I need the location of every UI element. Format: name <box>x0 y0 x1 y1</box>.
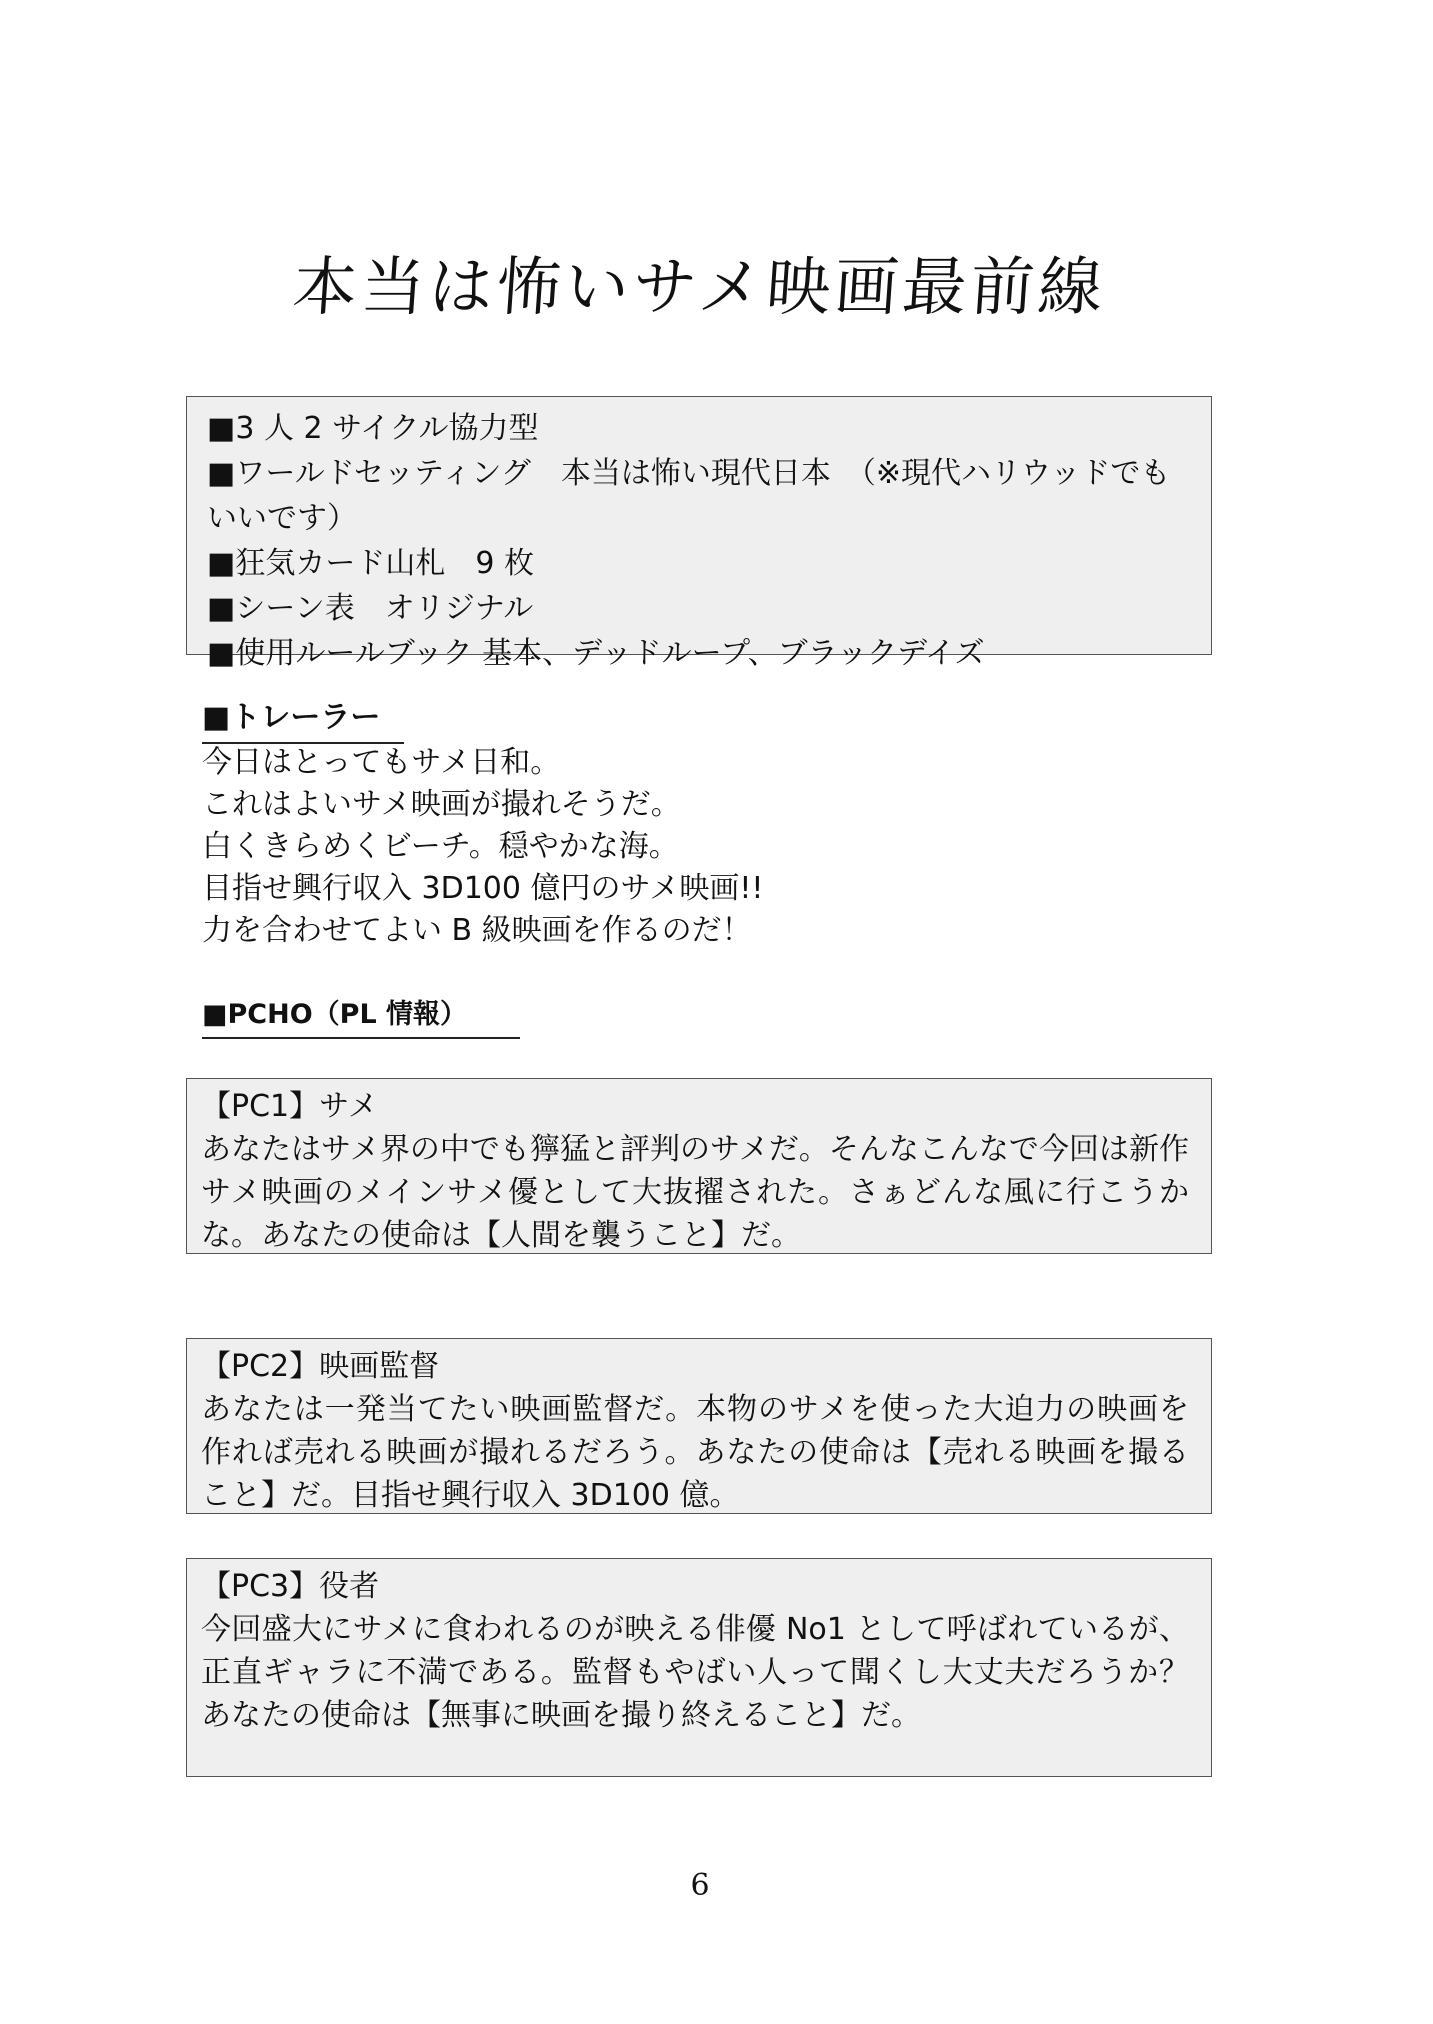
trailer-text <box>202 742 763 952</box>
pc3-text: 今回盛大にサメに食われるのが映える俳優 No1 として呼ばれているが、正直ギャラに不満である。監督もやばい人って聞くし大丈夫だろうか？あなたの使命は【無事に映画を撮り終えること】だ。 <box>201 1612 1189 1733</box>
page-title: 本当は怖いサメ映画最前線 <box>290 251 1109 325</box>
pc2-text: あなたは一発当てたい映画監督だ。本物のサメを使った大迫力の映画を作れば売れる映画が撮れるだろう。あなたの使命は【売れる映画を撮ること】だ。目指せ興行収入 3D100 億。 <box>201 1392 1189 1513</box>
pc3-label: 【PC3】役者 <box>201 1569 380 1604</box>
pcho-heading: ■PCHO（PL 情報） <box>202 999 468 1030</box>
setup-madness-cards: ■狂気カード山札 9 枚 <box>207 546 534 581</box>
setup-players: ■3 人 2 サイクル協力型 <box>207 411 539 446</box>
trailer-line: 目指せ興行収入 3D100 億円のサメ映画!! <box>202 871 764 906</box>
pcho-underline <box>202 1037 520 1039</box>
pc1-label: 【PC1】サメ <box>201 1089 378 1124</box>
pc2-box <box>186 1338 1212 1514</box>
setup-box <box>186 396 1212 671</box>
pc1-text: あなたはサメ界の中でも獰猛と評判のサメだ。そんなこんなで今回は新作サメ映画のメインサメ優として大抜擢された。さぁどんな風に行こうかな。あなたの使命は【人間を襲うこと】だ。 <box>201 1132 1189 1253</box>
setup-world-setting: ■ワールドセッティング 本当は怖い現代日本 （※現代ハリウッドでもいいです） <box>207 456 1171 536</box>
trailer-line: これはよいサメ映画が撮れそうだ。 <box>202 787 681 822</box>
page-number: 6 <box>690 1868 710 1903</box>
pc3-box <box>186 1558 1212 1777</box>
setup-scene-table: ■シーン表 オリジナル <box>207 591 534 626</box>
trailer-line: 白くきらめくビーチ。穏やかな海。 <box>202 829 679 864</box>
trailer-line: 今日はとってもサメ日和。 <box>202 745 561 780</box>
setup-rulebooks: ■使用ルールブック 基本、デッドループ、ブラックデイズ <box>207 636 985 671</box>
pc2-label: 【PC2】映画監督 <box>201 1349 440 1384</box>
trailer-line: 力を合わせてよい B 級映画を作るのだ！ <box>202 913 752 948</box>
pc1-box <box>186 1078 1212 1254</box>
trailer-heading: ■トレーラー <box>202 700 381 735</box>
